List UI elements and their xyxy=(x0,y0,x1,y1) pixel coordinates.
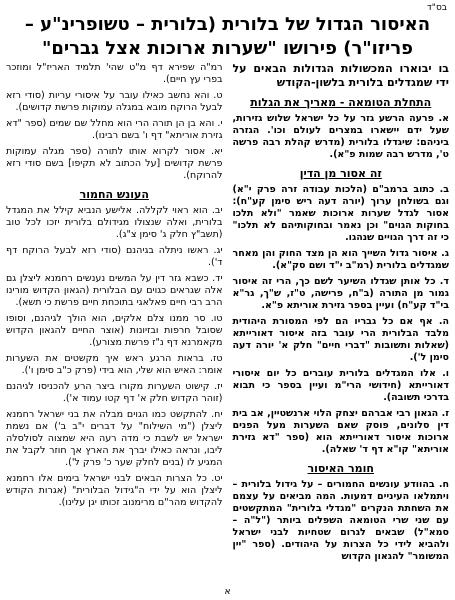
section-heading: התחלת הטומאה - מאריך את הגלות xyxy=(250,96,432,109)
paragraph: ח. בהוודע עונשים החמורים – על גידול בלורית – ויתמלאו העיניים דמעות. המה מביאים על עצמם את השחתת הנקרים "מגדלי בלורית" המתקשטים עם שני שרי הטומאה השפלים ביותר ("ל"ה – סמא"ל) שבאים לגרום שטחיות לבני ישראל ולהביא לידי כל הצרות על היהודים. (ספר "יין המשומר" להגאון הקדוש xyxy=(232,479,449,562)
paragraph: ו. אלו המגדלים בלורית עוברים כל יום איסורי דאורייתא (חידושי הרי"מ ועיין בספר כי תבוא בדרכי תשובה). xyxy=(232,368,449,403)
paragraph: טז. בראות הרגע ראש איך מקשטים את השערות אומר: האיש הוא שלי, הוא בידי (פרק כ"ב סימן ו'). xyxy=(6,353,223,376)
paragraph: יז. קישוט השערות מקורו ביצר הרע להכניסו לגיהנם (זוהר הקדוש חלק א' דף קטו עמוד א'). xyxy=(6,381,223,404)
paragraph: י. והא בן הן תורה הרי הוא מחלל שם שמים (ספר "דא גזירת אוריתא" דף ו' בשם רבינו). xyxy=(6,118,223,141)
paragraph: יד. כשבא גזר דין על המשים נענשים רחמנא ליצלן גם אלה שגראים כגוים עם הבלורית (הגאון הקדוש מורינו הרב רבי חיים פאלאגי בתוכחת חיים פרשת כי תשא). xyxy=(6,273,223,308)
intro-paragraph: בו יבוארו המכשולות הגדולות הבאים על ידי שמגדלים בלורית בלשון-הקודש xyxy=(232,62,449,89)
paragraph: טו. סר ממנו צלם אלקים, הוא הולך לגיהנם, וסופו שסובל חרפות ובזיונות (אוצר החיים להגאון הקדוש מקאמרנא דף נ"ז פרשת מצורע). xyxy=(6,313,223,348)
section-heading: העונש החמור xyxy=(79,188,149,201)
right-column xyxy=(233,62,450,582)
page-title: האיסור הגדול של בלורית (בלורית – טשופרינ"ע – פריזו"ר) פירושו "שערות ארוכות אצל גברים" xyxy=(24,14,431,59)
paragraph: ז. הגאון רבי אברהם יצחק הלוי ארנשטיין, אב בית דין סלונים, פוסק שאם השערות מעל הפנים ארוכות איסור דאורייתא הוא (ספר "דא גזירת אוריתא" קו"א דף ד' שאלה). xyxy=(232,408,449,455)
paragraph: יט. כל הצרות הבאים לבני ישראל בימים אלו רחמנא ליצלן הוא על ידי ה"גידול הבלורית" (אגרות הקודש להקדוש מהר"ם מרימנוב זכותו יגן עלינו). xyxy=(6,473,223,508)
paragraph: ד. כל אותן שגדלו השיער לשם כך, הרי זה איסור גמור מן התורה (ב"ח, פרישה, ט"ז, ש"ך, גר"א בי"ד קע"ח) ועיין בספר גזירת אוריתא פ"א. xyxy=(232,276,449,311)
paragraph: יח. להתקשט כמו הגוים מבלה את בני ישראל רחמנא ליצלן ("מי השילוח" על דברים י"ב ב') אם נשמת ישראל יש לשבת כי מדה רעה היא שמצוה לסולסלה ליבו, ונראה כאילו יברך את הארץ אך חוזר לקבל את המגיע לו (בנים לחלק שער כ' פרק ל'). xyxy=(6,409,223,468)
paragraph: יב. הוא ראוי לקללה. אלישע הנביא קילל את המגדל בלורית, ואלה שנצולו מגידולם בלורית יזכו לכל טוב (תשב"ץ חלק ג' סימן צ"ג). xyxy=(6,205,223,240)
paragraph: ג. איסור גדול השייך הוא הן מצד החוק והן מאחר שמגדלים בלורית (רמ"ב י"ד ושם סק"א). xyxy=(232,248,449,271)
paragraph: ב. כתוב ברמב"ם (הלכות עבודה זרה פרק י"א) וגם בשולחן ערוך (יורה דעה ריש סימן קע"ח): אסור לגדל שערות ארוכות שאמר "ולא תלכו בחוקות הגוים" וכן נאמר ובחוקותיהם לא תלכו" כי זה דרך הגויים שנהגו. xyxy=(232,184,449,243)
paragraph: יא. אסור לקרוא אותו לתורה (ספר מגלה עמוקות פרשת קדושים [על הכתוב לא תקיפו] בשם סודי רזא להרוקח). xyxy=(6,146,223,181)
paragraph: רמ"ה שפירא דף מ"ט שהי' תלמיד האריז"ל ומוזכר בפרי עץ חיים). xyxy=(6,62,223,85)
section-heading: חומר האיסור xyxy=(307,462,374,475)
page-marker: בס"ד xyxy=(426,3,447,13)
article-body xyxy=(6,62,449,582)
section-heading: זה אסור מן הדין xyxy=(299,167,382,180)
paragraph: ט. והא נחשב כאילו עובר על איסורי עריות (סודי רזא לבעל הרוקח מובא במגלה עמוקות פרשת קדושים). xyxy=(6,90,223,113)
page-number: א xyxy=(224,587,231,597)
left-column xyxy=(6,62,223,582)
paragraph: א. פרעה הרשע גזר על כל ישראל שלוש גזירות, שעל ידם יישארו במצרים לעולם וכו'. הגזרה ביניהם: שיגדלו בלורית (מדרש קהלת רבה פרשה ט', מדרש רבה שמות פ"א). xyxy=(232,113,449,160)
paragraph: יג. ראשו ניתלה בגיהנם (סודי רזא לבעל הרוקח דף ד'). xyxy=(6,245,223,268)
paragraph: ה. אף אם כל גבריו הם לפי המסורת היהודית מלבד הבלורית הרי עובר בזה איסור דאורייתא (שאלות ותשובות "דברי חיים" חלק א' יורה דעה סימן ל'). xyxy=(232,316,449,363)
